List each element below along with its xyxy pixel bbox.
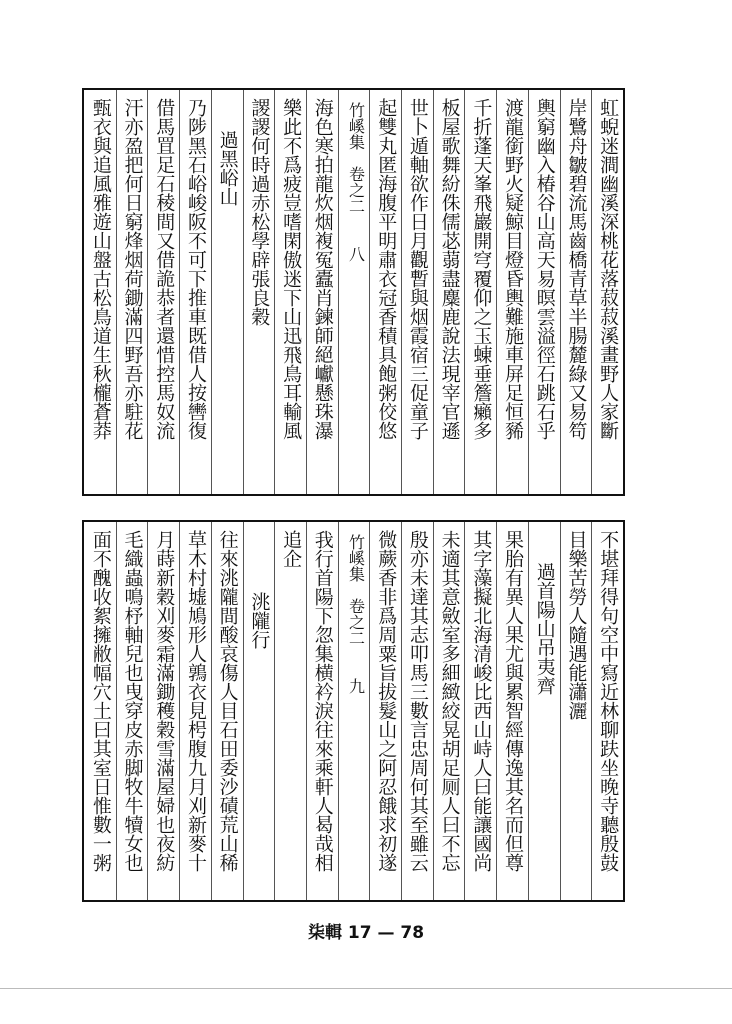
text-column: 果胎有異人果尤與累智經傳逸其名而但尊 xyxy=(502,530,525,872)
poem-title: 過首陽山吊夷齊 xyxy=(533,562,556,695)
text-column: 目樂苦勞人隨遇能瀟灑 xyxy=(565,530,588,720)
text-column: 岸鷺舟皺碧流馬齒橋青草半腸麓綠又易笱 xyxy=(565,98,588,440)
text-column: 草木村墟鳩形人鶉衣見枵腹九月刈新麥十 xyxy=(184,530,207,872)
text-column: 虹蜺迷澗幽溪深桃花落菽菽溪畫野人家斷 xyxy=(597,98,620,440)
column-rule xyxy=(528,90,529,494)
column-rule xyxy=(369,90,370,494)
text-column: 不堪拜得句空中寫近林聊趺坐晚寺聽殷鼓 xyxy=(597,530,620,872)
column-rule xyxy=(528,522,529,900)
bottom-text-panel xyxy=(82,520,625,902)
text-column: 借馬罝足石稜間又借詭恭者還惜控馬奴流 xyxy=(153,98,176,440)
column-rule xyxy=(496,522,497,900)
column-rule xyxy=(560,90,561,494)
column-rule xyxy=(116,522,117,900)
text-column: 往來洮隴間酸哀傷人目石田委沙磧荒山稀 xyxy=(216,530,239,872)
column-rule xyxy=(591,90,592,494)
text-column: 樂此不爲疲豈嗜閑傲迷下山迅飛鳥耳輸風 xyxy=(280,98,303,440)
column-rule xyxy=(401,522,402,900)
text-column: 汗亦盈把何日窮烽烟荷鋤滿四野吾亦駐花 xyxy=(121,98,144,440)
text-column: 其字藻擬北海清峻比西山峙人曰能讓國尚 xyxy=(470,530,493,872)
text-column: 謖謖何時過赤松學辟張良穀 xyxy=(248,98,271,326)
column-rule xyxy=(147,522,148,900)
text-column: 面不醜收絮擁敝幅穴土曰其室日惟數一粥 xyxy=(89,530,112,872)
top-text-panel xyxy=(82,88,625,496)
column-rule xyxy=(433,522,434,900)
running-header: 竹嵠集 卷之二 八 xyxy=(346,102,366,262)
column-rule xyxy=(274,522,275,900)
text-column: 月蒔新穀刈麥霜滿鋤穫穀雪滿屋婦也夜紡 xyxy=(153,530,176,872)
text-column: 追企 xyxy=(280,530,303,568)
column-rule xyxy=(306,90,307,494)
column-rule xyxy=(116,90,117,494)
column-rule xyxy=(243,90,244,494)
column-rule xyxy=(338,522,339,900)
column-rule xyxy=(147,90,148,494)
column-rule xyxy=(496,90,497,494)
text-column: 未適其意斂室多細緻絞晃胡足厕人曰不忘 xyxy=(438,530,461,872)
text-column: 甄衣與追風雅遊山盤古松鳥道生秋櫳蒼莽 xyxy=(89,98,112,440)
text-column: 千折蓬天峯飛巖開穹覆仰之玉蝀垂簷癩多 xyxy=(470,98,493,440)
column-rule xyxy=(464,522,465,900)
text-column: 渡龍銜野火疑鯨目燈昏輿難施車屏足恒豨 xyxy=(502,98,525,440)
column-rule xyxy=(338,90,339,494)
column-rule xyxy=(179,90,180,494)
column-rule xyxy=(274,90,275,494)
poem-title: 過黑峪山 xyxy=(216,130,239,206)
scan-edge-line xyxy=(0,988,732,989)
text-column: 微蕨香非爲周粟旨拔髮山之阿忍餓求初遂 xyxy=(375,530,398,872)
column-rule xyxy=(560,522,561,900)
text-column: 我行首陽下忽集横衿淚往來乘軒人曷哉相 xyxy=(311,530,334,872)
text-column: 板屋歌舞紛侏儒苾蒻盡麋鹿說法現宰官遜 xyxy=(438,98,461,440)
text-column: 海色寒拍龍炊烟複冤蠹肖鍊師絕巘懸珠瀑 xyxy=(311,98,334,440)
column-rule xyxy=(369,522,370,900)
page-footer: 柒輯 17 — 78 xyxy=(307,923,425,943)
column-rule xyxy=(591,522,592,900)
text-column: 毛織蟲鳴杼軸兒也曳穿皮赤脚牧牛犢女也 xyxy=(121,530,144,872)
poem-title: 洮隴行 xyxy=(248,592,271,649)
column-rule xyxy=(211,90,212,494)
column-rule xyxy=(433,90,434,494)
column-rule xyxy=(306,522,307,900)
column-rule xyxy=(401,90,402,494)
text-column: 世卜遁軸欲作日月觀暫與烟霞宿三促童子 xyxy=(406,98,429,440)
column-rule xyxy=(243,522,244,900)
column-rule xyxy=(211,522,212,900)
running-header: 竹嵠集 卷之二 九 xyxy=(346,534,366,694)
text-column: 乃陟黑石峪峻阪不可下推車既借人按轡復 xyxy=(184,98,207,440)
text-column: 輿窮幽入椿谷山高天易暝雲溢徑石跳石乎 xyxy=(533,98,556,440)
text-column: 起雙丸匿海腹平明肅衣冠香積具飽粥佼悠 xyxy=(375,98,398,440)
column-rule xyxy=(179,522,180,900)
text-column: 殷亦未達其志叩馬三數言忠周何其至雖云 xyxy=(406,530,429,872)
column-rule xyxy=(464,90,465,494)
